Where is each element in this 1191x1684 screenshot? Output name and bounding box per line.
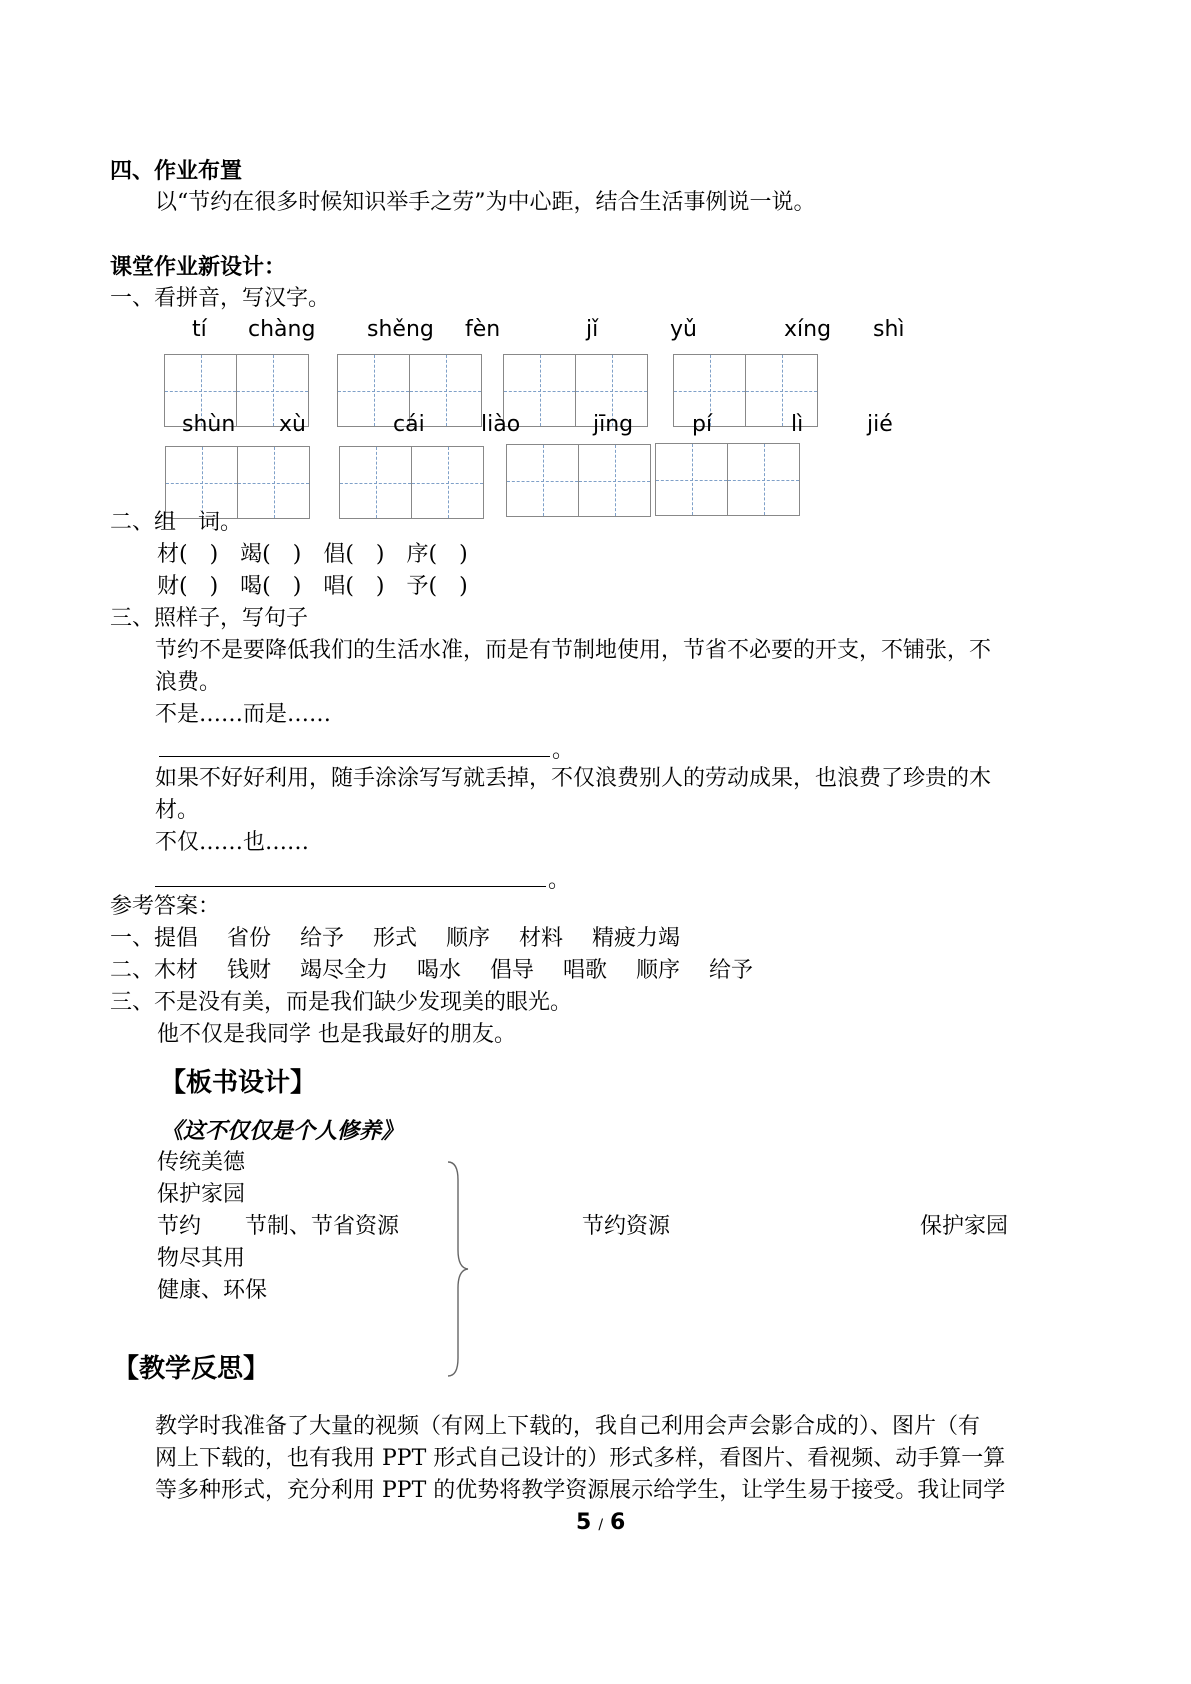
page-current: 5	[576, 1510, 592, 1535]
q3-sentence1-line1: 节约不是要降低我们的生活水准，而是有节制地使用，节省不必要的开支，不铺张，不	[155, 638, 992, 663]
q2-title: 二、组 词。	[110, 510, 243, 535]
pinyin: jié	[867, 412, 893, 437]
q3-sentence2-line1: 如果不好好利用，随手涂涂写写就丢掉，不仅浪费别人的劳动成果，也浪费了珍贵的木	[155, 766, 992, 791]
writing-grid[interactable]	[655, 443, 800, 516]
board-right: 保护家园	[920, 1214, 1009, 1239]
pinyin: pí	[692, 412, 713, 437]
homework-text: 以“节约在很多时候知识举手之劳”为中心距，结合生活事例说一说。	[155, 190, 816, 215]
answer-blank[interactable]	[159, 756, 550, 757]
pinyin: shì	[873, 317, 905, 342]
reflection-line: 网上下载的，也有我用 PPT 形式自己设计的）形式多样，看图片、看视频、动手算一算	[155, 1446, 1006, 1471]
pinyin: yǔ	[670, 317, 697, 342]
answers-title: 参考答案：	[110, 894, 221, 919]
reflection-heading: 【教学反思】	[113, 1354, 270, 1384]
board-item: 节约 节制、节省资源	[157, 1214, 400, 1239]
page-total: 6	[610, 1510, 626, 1535]
exercise-heading: 课堂作业新设计：	[110, 254, 287, 280]
blank-period: 。	[548, 868, 571, 893]
pinyin: tí	[192, 317, 207, 342]
page-number	[576, 1508, 625, 1540]
q3-title: 三、照样子，写句子	[110, 606, 309, 631]
q2-line2: 财( ) 喝( ) 唱( ) 予( )	[157, 574, 468, 599]
pinyin: liào	[481, 412, 521, 437]
answer-line-1: 一、提倡 省份 给予 形式 顺序 材料 精疲力竭	[110, 926, 680, 951]
board-heading: 【板书设计】	[160, 1068, 317, 1098]
answer-line-3: 三、不是没有美，而是我们缺少发现美的眼光。	[110, 990, 573, 1015]
pinyin: lì	[791, 412, 804, 437]
answer-line-4: 他不仅是我同学 也是我最好的朋友。	[157, 1022, 516, 1047]
right-brace-icon	[444, 1160, 474, 1378]
q1-title: 一、看拼音，写汉字。	[110, 286, 331, 311]
answer-blank[interactable]	[155, 886, 546, 887]
pinyin: cái	[393, 412, 425, 437]
q3-sentence2-line2: 材。	[155, 798, 200, 823]
reflection-line: 教学时我准备了大量的视频（有网上下载的，我自己利用会声会影合成的）、图片（有	[155, 1414, 981, 1439]
board-item: 传统美德	[157, 1150, 246, 1175]
q3-sentence1-line2: 浪费。	[155, 670, 222, 695]
board-title: 《这不仅仅是个人修养》	[161, 1118, 404, 1144]
q2-line1: 材( ) 竭( ) 倡( ) 序( )	[157, 542, 468, 567]
board-item: 健康、环保	[157, 1278, 268, 1303]
pinyin: shùn	[182, 412, 236, 437]
pinyin: shěng	[367, 317, 434, 342]
board-middle: 节约资源	[582, 1214, 671, 1239]
board-item: 保护家园	[157, 1182, 246, 1207]
pinyin: chàng	[248, 317, 316, 342]
q3-pattern2: 不仅……也……	[155, 830, 310, 855]
homework-heading: 四、作业布置	[110, 158, 243, 184]
pinyin: xíng	[784, 317, 832, 342]
writing-grid[interactable]	[339, 446, 484, 519]
pinyin: jǐ	[586, 317, 599, 342]
reflection-line: 等多种形式，充分利用 PPT 的优势将教学资源展示给学生，让学生易于接受。我让同学	[155, 1478, 1006, 1503]
pinyin: fèn	[465, 317, 501, 342]
answer-line-2: 二、木材 钱财 竭尽全力 喝水 倡导 唱歌 顺序 给予	[110, 958, 753, 983]
blank-period: 。	[552, 738, 575, 763]
q3-pattern1: 不是……而是……	[155, 702, 332, 727]
writing-grid[interactable]	[506, 444, 651, 517]
pinyin: jīng	[593, 412, 634, 437]
board-item: 物尽其用	[157, 1246, 246, 1271]
page-separator: /	[598, 1517, 604, 1533]
pinyin: xù	[279, 412, 306, 437]
